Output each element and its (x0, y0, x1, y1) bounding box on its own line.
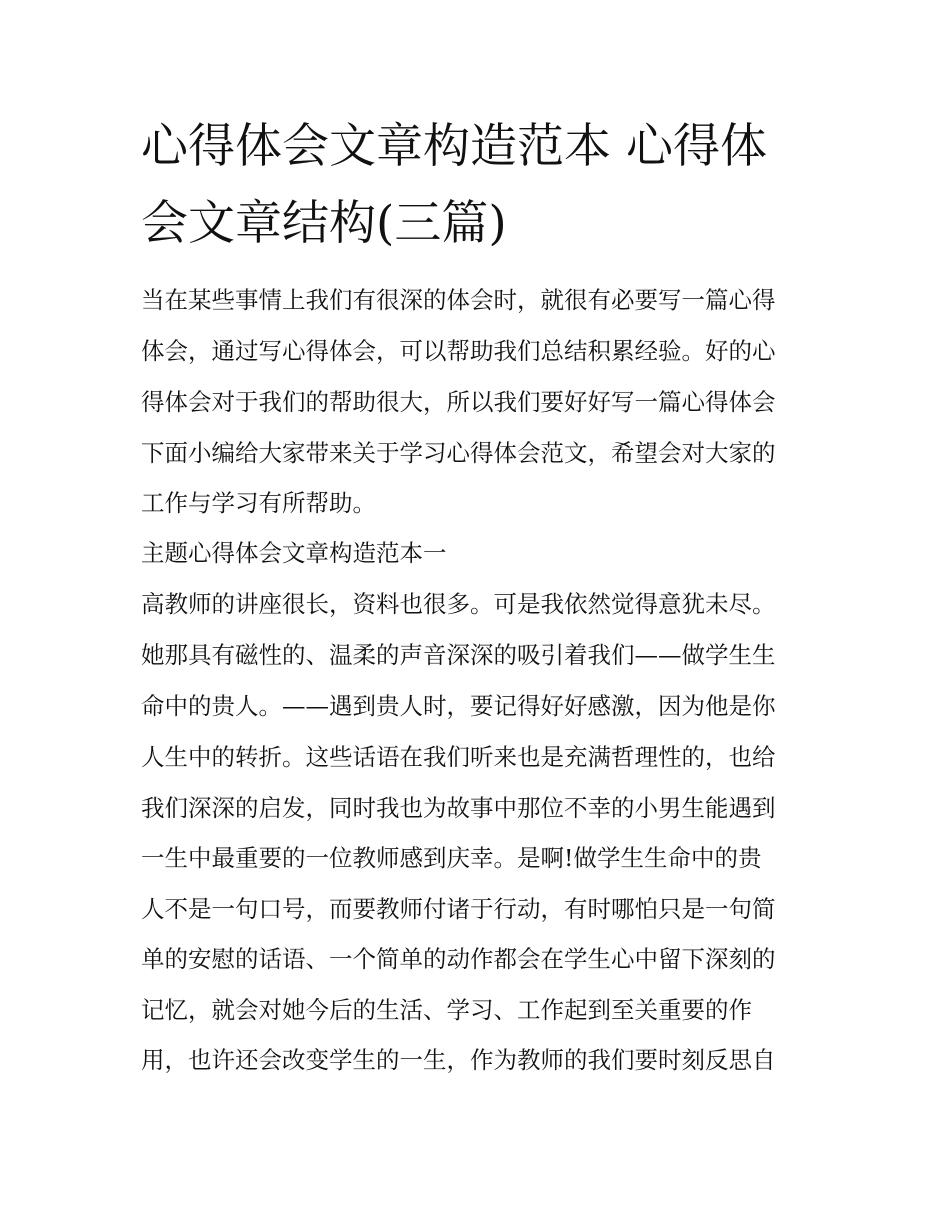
intro-line-4: 下面小编给大家带来关于学习心得体会范文，希望会对大家的 (141, 439, 776, 467)
document-title-line-2: 会文章结构(三篇) (141, 196, 507, 251)
intro-line-3: 得体会对于我们的帮助很大，所以我们要好好写一篇心得体会 (141, 388, 776, 416)
document-title-line-1: 心得体会文章构造范本 心得体 (141, 119, 767, 174)
section-line-9: 记忆，就会对她今后的生活、学习、工作起到至关重要的作 (141, 996, 752, 1024)
section-line-6: 一生中最重要的一位教师感到庆幸。是啊!做学生生命中的贵 (141, 844, 762, 872)
section-line-10: 用，也许还会改变学生的一生，作为教师的我们要时刻反思自 (141, 1046, 776, 1074)
section-heading: 主题心得体会文章构造范本一 (141, 539, 447, 567)
section-line-8: 单的安慰的话语、一个简单的动作都会在学生心中留下深刻的 (141, 945, 776, 973)
section-line-2: 她那具有磁性的、温柔的声音深深的吸引着我们——做学生生 (141, 641, 776, 669)
intro-line-2: 体会，通过写心得体会，可以帮助我们总结积累经验。好的心 (141, 337, 776, 365)
intro-line-1: 当在某些事情上我们有很深的体会时，就很有必要写一篇心得 (141, 286, 776, 314)
section-line-5: 我们深深的启发，同时我也为故事中那位不幸的小男生能遇到 (141, 794, 776, 822)
section-line-7: 人不是一句口号，而要教师付诸于行动，有时哪怕只是一句简 (141, 895, 776, 923)
section-line-4: 人生中的转折。这些话语在我们听来也是充满哲理性的，也给 (141, 743, 776, 771)
section-line-1: 高教师的讲座很长，资料也很多。可是我依然觉得意犹未尽。 (141, 590, 776, 618)
intro-line-5: 工作与学习有所帮助。 (141, 489, 376, 517)
section-line-3: 命中的贵人。——遇到贵人时，要记得好好感激，因为他是你 (141, 692, 776, 720)
